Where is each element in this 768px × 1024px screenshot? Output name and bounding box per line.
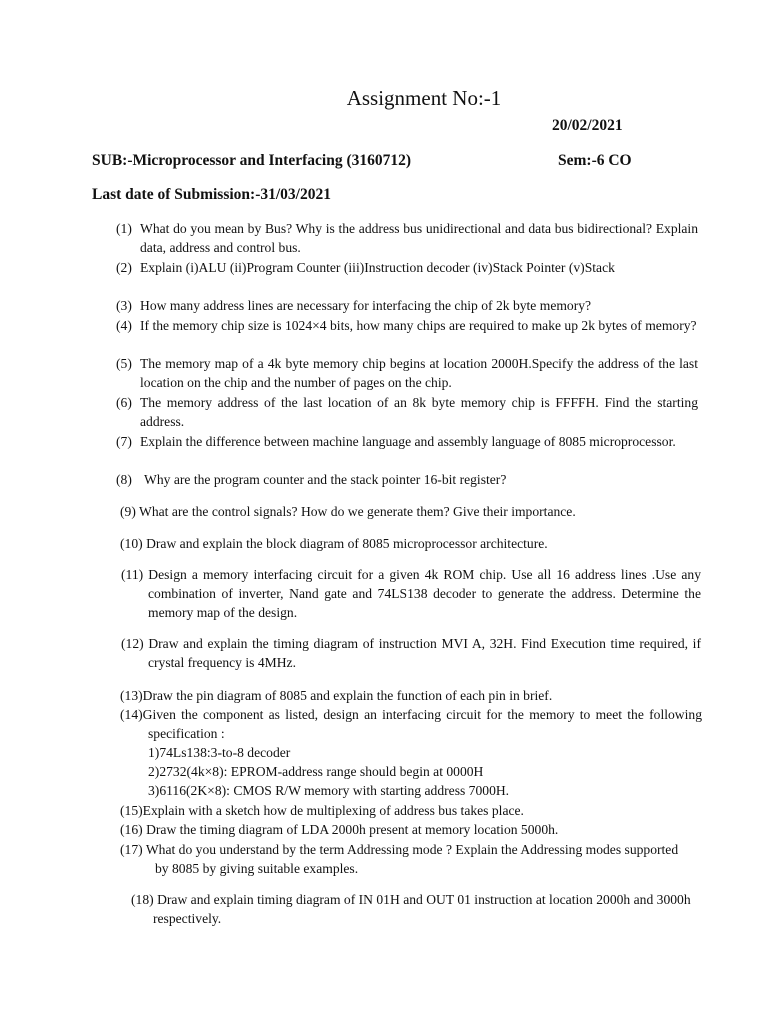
question-text: Explain (i)ALU (ii)Program Counter (iii)Instruction decoder (iv)Stack Pointer (v)Stack [140,260,615,275]
assignment-title: Assignment No:-1 [346,86,502,110]
question-text: What are the control signals? How do we generate them? Give their importance. [139,504,576,519]
question-9 [120,502,680,521]
semester-line: Sem:-6 CO [558,152,632,169]
question-number: (3) [116,298,132,313]
question-text: Draw the pin diagram of 8085 and explain the function of each pin in brief. [142,688,553,703]
question-number: (11) [121,567,144,582]
question-number: (12) [121,636,144,651]
question-number: (1) [116,221,132,236]
question-2 [116,258,698,277]
question-17 [120,840,689,878]
question-text: Draw and explain timing diagram of IN 01H and OUT 01 instruction at location 2000h and 3000h respectively. [153,892,691,926]
question-number: (2) [116,260,132,275]
question-text: The memory address of the last location of an 8k byte memory chip is FFFFH. Find the starting address. [140,395,698,429]
question-10 [120,534,680,553]
subject-line: SUB:-Microprocessor and Interfacing (3160712) [92,152,412,169]
question-number: (4) [116,318,132,333]
question-4 [116,316,698,335]
question-15 [120,801,680,820]
question-12 [121,634,701,672]
question-number: (13) [120,688,143,703]
question-text: Why are the program counter and the stack pointer 16-bit register? [144,472,507,487]
question-14 [120,705,702,800]
question-number: (14) [120,707,143,722]
question-5 [116,354,698,392]
question-1 [116,219,698,257]
question-text: What do you mean by Bus? Why is the address bus unidirectional and data bus bidirectional? Explain data, address and control bus. [140,221,698,255]
question-number: (8) [116,472,132,487]
question-text: Explain the difference between machine language and assembly language of 8085 microprocessor. [140,434,676,449]
spec-item-2: 2)2732(4k×8): EPROM-address range should begin at 0000H [148,764,484,779]
question-number: (5) [116,356,132,371]
question-text: The memory map of a 4k byte memory chip begins at location 2000H.Specify the address of the last location on the chip and the number of pages on the chip. [140,356,698,390]
spec-item-1: 1)74Ls138:3-to-8 decoder [148,745,291,760]
assignment-date: 20/02/2021 [552,117,623,134]
question-number: (18) [131,892,154,907]
question-text: Draw the timing diagram of LDA 2000h present at memory location 5000h. [146,822,559,837]
question-11 [121,565,701,622]
question-number: (6) [116,395,132,410]
question-number: (9) [120,504,136,519]
question-number: (10) [120,536,143,551]
question-6 [116,393,698,431]
question-text: How many address lines are necessary for interfacing the chip of 2k byte memory? [140,298,592,313]
question-text: Draw and explain the block diagram of 8085 microprocessor architecture. [146,536,548,551]
question-18 [131,890,698,928]
question-number: (16) [120,822,143,837]
question-16 [120,820,680,839]
question-13 [120,686,680,705]
question-text: Draw and explain the timing diagram of instruction MVI A, 32H. Find Execution time required, if crystal frequency is 4MHz. [148,636,701,670]
question-7 [116,432,698,451]
question-text: Design a memory interfacing circuit for a given 4k ROM chip. Use all 16 address lines .Use any combination of inverter, Nand gate and 74LS138 decoder to generate the address. Determine the memory map of the design. [148,567,701,620]
question-text: Given the component as listed, design an interfacing circuit for the memory to meet the following specification : [142,707,702,741]
question-text: What do you understand by the term Addressing mode ? Explain the Addressing modes supported by 8085 by giving suitable examples. [145,842,679,876]
question-8 [116,470,702,489]
question-text: If the memory chip size is 1024×4 bits, how many chips are required to make up 2k bytes of memory? [140,318,697,333]
question-3 [116,296,698,315]
question-text: Explain with a sketch how de multiplexing of address bus takes place. [142,803,524,818]
spec-item-3: 3)6116(2K×8): CMOS R/W memory with starting address 7000H. [148,783,510,798]
submission-deadline: Last date of Submission:-31/03/2021 [92,186,331,203]
question-number: (17) [120,842,143,857]
question-number: (15) [120,803,143,818]
question-number: (7) [116,434,132,449]
